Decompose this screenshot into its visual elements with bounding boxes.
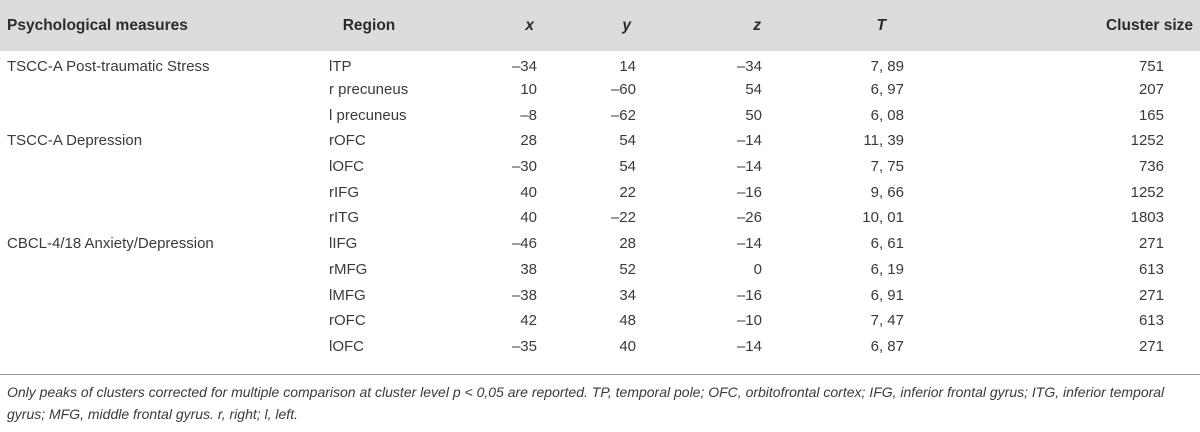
header-t: T xyxy=(876,16,886,34)
x-cell: –8 xyxy=(520,106,537,124)
cluster-size-cell: 1252 xyxy=(1130,132,1164,150)
z-cell: –16 xyxy=(736,183,762,201)
t-cell: 6, 61 xyxy=(870,235,904,253)
region-cell: rITG xyxy=(329,209,359,227)
region-cell: r precuneus xyxy=(329,81,409,99)
cluster-size-cell: 271 xyxy=(1138,286,1164,304)
x-cell: –46 xyxy=(511,235,537,253)
x-cell: –35 xyxy=(511,337,537,355)
z-cell: –14 xyxy=(736,337,762,355)
t-cell: 11, 39 xyxy=(863,132,904,150)
table-footnote: Only peaks of clusters corrected for multiple comparison at cluster level p < 0,05 are reported. TP, temporal pole; OFC, orbitofrontal cortex; IFG, inferior frontal gyrus; ITG, inferior temporal gyrus; MFG, middle frontal gyrus. r, right; l, left. xyxy=(7,384,1165,422)
cluster-size-cell: 736 xyxy=(1138,158,1164,176)
cluster-size-cell: 165 xyxy=(1138,106,1164,124)
cluster-size-cell: 1252 xyxy=(1130,183,1164,201)
y-cell: –60 xyxy=(610,81,636,99)
measure-cell: TSCC-A Post-traumatic Stress xyxy=(7,58,210,76)
z-cell: –14 xyxy=(736,158,762,176)
y-cell: 48 xyxy=(619,312,636,330)
header-y: y xyxy=(622,16,631,34)
table-row xyxy=(0,308,1200,334)
region-cell: lTP xyxy=(329,58,352,76)
table-row xyxy=(0,128,1200,154)
region-cell: lMFG xyxy=(329,286,366,304)
table-row xyxy=(0,77,1200,103)
x-cell: –38 xyxy=(511,286,537,304)
region-cell: rOFC xyxy=(329,132,366,150)
t-cell: 6, 97 xyxy=(870,81,904,99)
y-cell: 54 xyxy=(619,132,636,150)
y-cell: 22 xyxy=(619,183,636,201)
t-cell: 6, 08 xyxy=(870,106,904,124)
measure-cell xyxy=(0,257,329,283)
t-cell: 7, 89 xyxy=(870,58,904,76)
y-cell: –62 xyxy=(610,106,636,124)
z-cell: 0 xyxy=(753,260,762,278)
x-cell: 38 xyxy=(520,260,537,278)
x-cell: 40 xyxy=(520,209,537,227)
x-cell: –30 xyxy=(511,158,537,176)
cluster-size-cell: 613 xyxy=(1138,260,1164,278)
z-cell: 54 xyxy=(745,81,762,99)
header-region: Region xyxy=(342,16,396,34)
measure-cell: CBCL-4/18 Anxiety/Depression xyxy=(7,235,214,253)
cluster-size-cell: 1803 xyxy=(1130,209,1164,227)
cluster-size-cell: 613 xyxy=(1138,312,1164,330)
table-row xyxy=(0,231,1200,257)
z-cell: –14 xyxy=(736,132,762,150)
cluster-size-cell: 271 xyxy=(1138,337,1164,355)
y-cell: 14 xyxy=(619,58,636,76)
t-cell: 7, 75 xyxy=(870,158,904,176)
y-cell: –22 xyxy=(610,209,636,227)
t-cell: 6, 19 xyxy=(870,260,904,278)
region-cell: lOFC xyxy=(329,158,364,176)
y-cell: 52 xyxy=(619,260,636,278)
x-cell: 10 xyxy=(520,81,537,99)
measure-cell: TSCC-A Depression xyxy=(7,132,143,150)
region-cell: rMFG xyxy=(329,260,368,278)
y-cell: 40 xyxy=(619,337,636,355)
measure-cell xyxy=(0,154,329,180)
table-row xyxy=(0,51,1200,77)
region-cell: rOFC xyxy=(329,312,366,330)
table-bottom-rule xyxy=(0,374,1200,375)
region-cell: lIFG xyxy=(329,235,358,253)
t-cell: 10, 01 xyxy=(862,209,904,227)
table-row xyxy=(0,154,1200,180)
cluster-size-cell: 207 xyxy=(1138,81,1164,99)
header-measures: Psychological measures xyxy=(7,16,188,34)
table-row xyxy=(0,334,1200,360)
z-cell: –26 xyxy=(736,209,762,227)
region-cell: lOFC xyxy=(329,337,364,355)
z-cell: –14 xyxy=(736,235,762,253)
t-cell: 6, 91 xyxy=(870,286,904,304)
table-body xyxy=(0,51,1200,359)
t-cell: 6, 87 xyxy=(870,337,904,355)
x-cell: –34 xyxy=(511,58,537,76)
z-cell: –34 xyxy=(736,58,762,76)
header-z: z xyxy=(753,16,761,34)
table-row xyxy=(0,102,1200,128)
measure-cell xyxy=(0,308,329,334)
z-cell: 50 xyxy=(745,106,762,124)
measure-cell xyxy=(0,179,329,205)
header-x: x xyxy=(525,16,534,34)
z-cell: –16 xyxy=(736,286,762,304)
t-cell: 7, 47 xyxy=(870,312,904,330)
measure-cell xyxy=(0,77,329,103)
y-cell: 54 xyxy=(619,158,636,176)
z-cell: –10 xyxy=(736,312,762,330)
x-cell: 42 xyxy=(520,312,537,330)
cluster-size-cell: 271 xyxy=(1138,235,1164,253)
x-cell: 40 xyxy=(520,183,537,201)
measure-cell xyxy=(0,282,329,308)
measure-cell xyxy=(0,334,329,360)
cluster-size-cell: 751 xyxy=(1138,58,1164,76)
table-row xyxy=(0,282,1200,308)
measure-cell xyxy=(0,102,329,128)
measure-cell xyxy=(0,205,329,231)
region-cell: l precuneus xyxy=(329,106,407,124)
header-cluster-size: Cluster size xyxy=(1105,16,1193,34)
y-cell: 34 xyxy=(619,286,636,304)
x-cell: 28 xyxy=(520,132,537,150)
header-row xyxy=(0,0,1200,51)
table-row xyxy=(0,205,1200,231)
t-cell: 9, 66 xyxy=(870,183,904,201)
region-cell: rIFG xyxy=(329,183,359,201)
y-cell: 28 xyxy=(619,235,636,253)
table-row xyxy=(0,179,1200,205)
table-row xyxy=(0,257,1200,283)
